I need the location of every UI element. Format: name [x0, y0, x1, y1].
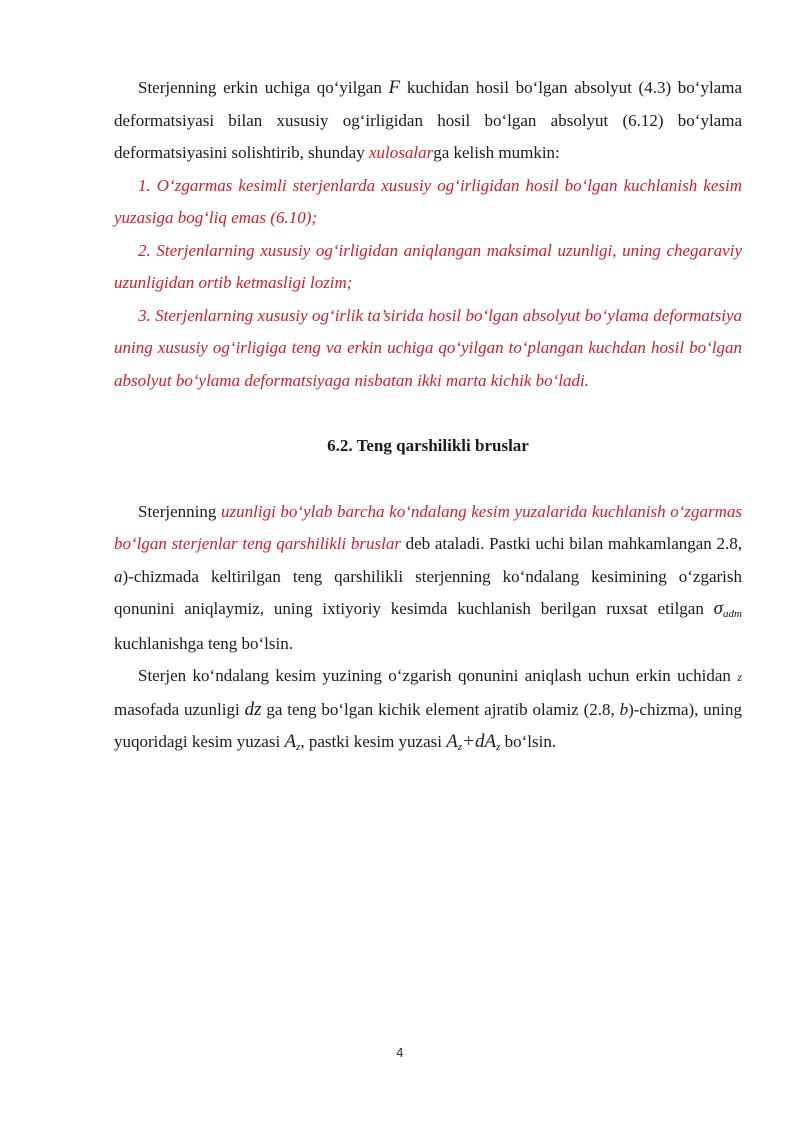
text-span: ga teng bo‘lgan kichik element ajratib olamiz (2.8, — [261, 699, 620, 719]
math-subscript: adm — [723, 608, 742, 620]
highlight-text: xulosalar — [368, 143, 434, 162]
text-span: )-chizma), uning yuqoridagi kesim yuzasi — [114, 699, 742, 751]
conclusion-2: 2. Sterjenlarning xususiy og‘irligidan aniqlangan maksimal uzunligi, uning chegaraviy uzunligidan ortib ketmasligi lozim; — [114, 240, 742, 292]
paragraph-intro — [114, 72, 742, 170]
text-span: kuchlanishga teng bo‘lsin. — [114, 633, 293, 653]
text-span: Sterjenning — [138, 501, 222, 521]
text-span: bo‘lsin. — [500, 732, 557, 751]
paragraph-definition — [114, 496, 742, 661]
math-subscript: z — [296, 741, 301, 753]
math-symbol-plus-dA: +dA — [462, 731, 497, 752]
text-span: kuchidan hosil bo‘lgan absolyut (4.3) bo‘ylama deformatsiyasi bilan xususiy og‘irligidan hosil bo‘lgan absolyut (6.12) bo‘ylama deformatsiyasini solishtirib, shunday — [114, 78, 742, 162]
math-symbol-z: z — [737, 670, 742, 684]
text-span: , pastki kesim yuzasi — [300, 732, 447, 751]
page-number: 4 — [396, 1046, 404, 1060]
math-subscript: z — [457, 741, 463, 753]
paragraph-element — [114, 660, 742, 761]
conclusion-1: 1. O‘zgarmas kesimli sterjenlarda xususiy og‘irligidan hosil bo‘lgan kuchlanish kesim yuzasiga bog‘liq emas (6.10); — [114, 175, 742, 227]
section-heading: 6.2. Teng qarshilikli bruslar — [327, 436, 529, 455]
text-span: Sterjen ko‘ndalang kesim yuzining o‘zgarish qonunini aniqlash uchun erkin uchidan — [138, 666, 738, 685]
math-symbol-A: A — [446, 731, 458, 752]
math-symbol-dz: dz — [244, 698, 262, 720]
text-span: Sterjenning erkin uchiga qo‘yilgan — [138, 78, 389, 97]
figure-letter-a: a — [114, 566, 123, 586]
document-page — [114, 72, 742, 761]
text-span: masofada uzunligi — [114, 699, 245, 719]
text-span: )-chizmada keltirilgan teng qarshilikli sterjenning ko‘ndalang kesimining o‘zgarish qonunini aniqlaymiz, uning ixtiyoriy kesimda kuchlanish berilgan ruxsat etilgan — [114, 566, 742, 618]
math-symbol-F: F — [388, 77, 401, 98]
math-symbol-sigma: σ — [713, 598, 724, 619]
highlight-text: uzunligi bo‘ylab barcha ko‘ndalang kesim yuzalarida kuchlanish o‘zgarmas bo‘lgan sterjenlar teng qarshilikli bruslar — [114, 501, 742, 553]
math-symbol-A: A — [284, 731, 297, 752]
text-span: ga kelish mumkin: — [433, 143, 560, 162]
text-span: deb ataladi. Pastki uchi bilan mahkamlangan 2.8, — [400, 534, 742, 553]
math-subscript: z — [496, 741, 501, 753]
conclusion-3: 3. Sterjenlarning xususiy og‘irlik ta’sirida hosil bo‘lgan absolyut bo‘ylama deformatsiya uning xususiy og‘irligiga teng va erkin uchiga qo‘yilgan to‘plangan kuchdan hosil bo‘lgan absolyut bo‘ylama deformatsiyaga nisbatan ikki marta kichik bo‘ladi. — [114, 305, 742, 390]
figure-letter-b: b — [619, 699, 629, 719]
